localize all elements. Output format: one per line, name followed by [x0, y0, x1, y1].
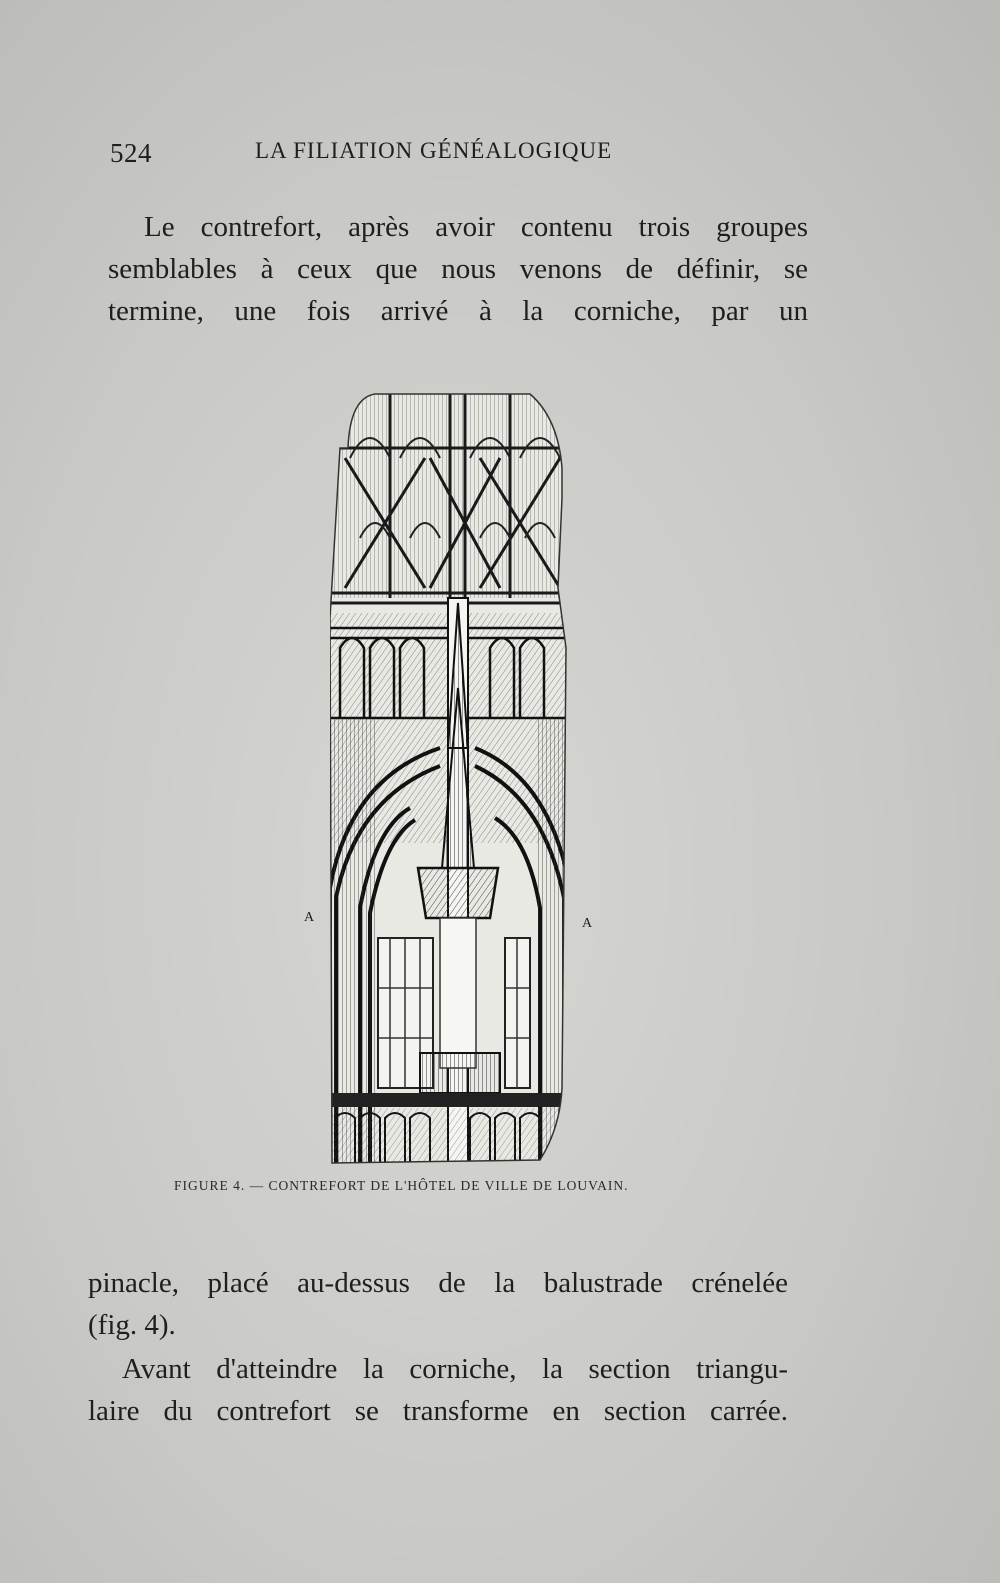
text-line: pinacle, placé au-dessus de la balustrade crénelée: [88, 1267, 788, 1299]
figure: [300, 388, 600, 1173]
figure-caption: FIGURE 4. — CONTREFORT DE L'HÔTEL DE VILLE DE LOUVAIN.: [174, 1178, 629, 1193]
paragraph-bottom: [88, 1262, 788, 1346]
text-line: Avant d'atteindre la corniche, la section triangu-: [122, 1353, 788, 1385]
buttress-engraving-image: [330, 388, 570, 1173]
running-title: LA FILIATION GÉNÉALOGIQUE: [255, 138, 613, 163]
text-line: termine, une fois arrivé à la corniche, par un: [108, 295, 808, 327]
text-line: semblables à ceux que nous venons de définir, se: [108, 253, 808, 285]
text-line: Le contrefort, après avoir contenu trois groupes: [144, 211, 808, 243]
text-line: laire du contrefort se transforme en section carrée.: [88, 1395, 788, 1427]
text-line: (fig. 4).: [88, 1309, 176, 1341]
figure-mark-left: A: [304, 910, 315, 925]
paragraph-top: [108, 206, 808, 332]
figure-mark-right: A: [582, 916, 593, 931]
page-number: 524: [110, 138, 152, 168]
paragraph-bottom-2: [88, 1348, 788, 1432]
